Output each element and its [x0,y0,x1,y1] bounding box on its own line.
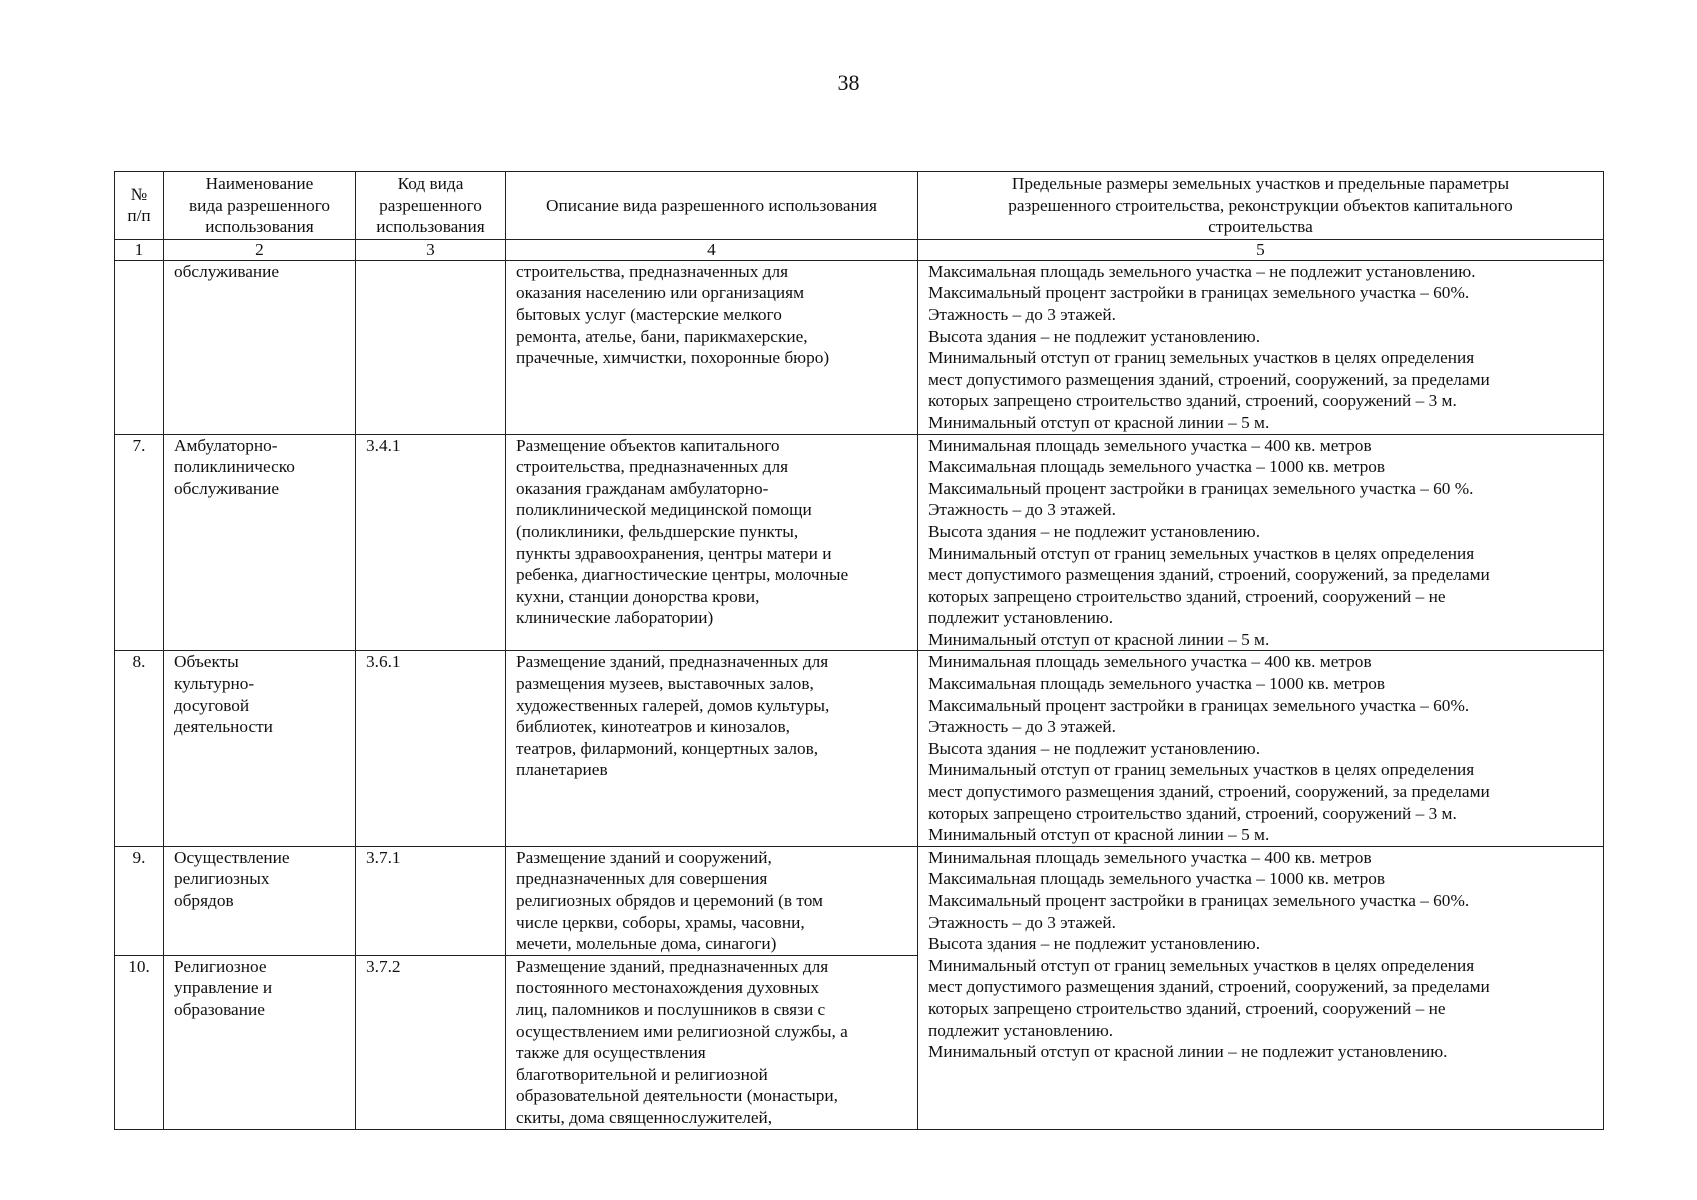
use-code: 3.7.2 [356,955,506,1129]
use-name: обслуживание [164,260,356,434]
use-name: Осуществление религиозных обрядов [164,846,356,955]
table-row [115,260,1604,434]
use-name: Амбулаторно- поликлиническо обслуживание [164,434,356,651]
column-number: 3 [356,239,506,260]
limit-parameters: Минимальная площадь земельного участка – 400 кв. метров Максимальная площадь земельного участка – 1000 кв. метров Максимальный процент застройки в границах земельного участка – 60 %. Этажность – до 3 этажей. Высота здания – не подлежит установлению. Минимальный отступ от границ земельных участков в целях определения мест допустимого размещения зданий, строений, сооружений, за пределами которых запрещено строительство зданий, строений, сооружений – не подлежит установлению. Минимальный отступ от красной линии – 5 м. [918,434,1604,651]
table-row [115,846,1604,955]
table-row [115,434,1604,651]
header-limit-parameters: Предельные размеры земельных участков и предельные параметры разрешенного строительства, реконструкции объектов капитального строительства [918,172,1604,240]
use-description: строительства, предназначенных для оказания населению или организациям бытовых услуг (мастерские мелкого ремонта, ателье, бани, парикмахерские, прачечные, химчистки, похоронные бюро) [506,260,918,434]
use-description: Размещение зданий, предназначенных для размещения музеев, выставочных залов, художественных галерей, домов культуры, библиотек, кинотеатров и кинозалов, театров, филармоний, концертных залов, планетариев [506,651,918,846]
use-name: Объекты культурно- досуговой деятельности [164,651,356,846]
row-number: 9. [115,846,164,955]
row-number: 10. [115,955,164,1129]
limit-parameters: Минимальная площадь земельного участка – 400 кв. метров Максимальная площадь земельного участка – 1000 кв. метров Максимальный процент застройки в границах земельного участка – 60%. Этажность – до 3 этажей. Высота здания – не подлежит установлению. Минимальный отступ от границ земельных участков в целях определения мест допустимого размещения зданий, строений, сооружений, за пределами которых запрещено строительство зданий, строений, сооружений – 3 м. Минимальный отступ от красной линии – 5 м. [918,651,1604,846]
header-use-name: Наименование вида разрешенного использования [164,172,356,240]
header-use-code: Код вида разрешенного использования [356,172,506,240]
use-description: Размещение зданий и сооружений, предназначенных для совершения религиозных обрядов и церемоний (в том числе церкви, соборы, храмы, часовни, мечети, молельные дома, синагоги) [506,846,918,955]
use-name: Религиозное управление и образование [164,955,356,1129]
column-number: 5 [918,239,1604,260]
use-code: 3.6.1 [356,651,506,846]
limit-parameters: Минимальная площадь земельного участка – 400 кв. метров Максимальная площадь земельного участка – 1000 кв. метров Максимальный процент застройки в границах земельного участка – 60%. Этажность – до 3 этажей. Высота здания – не подлежит установлению. Минимальный отступ от границ земельных участков в целях определения мест допустимого размещения зданий, строений, сооружений, за пределами которых запрещено строительство зданий, строений, сооружений – не подлежит установлению. Минимальный отступ от красной линии – не подлежит установлению. [918,846,1604,1129]
page-number: 38 [837,70,860,95]
land-use-regulations-table [114,171,1604,1130]
column-number: 1 [115,239,164,260]
header-use-description: Описание вида разрешенного использования [506,172,918,240]
row-number [115,260,164,434]
column-number-row [115,239,1604,260]
use-description: Размещение зданий, предназначенных для постоянного местонахождения духовных лиц, паломников и послушников в связи с осуществлением ими религиозной службы, а также для осуществления благотворительной и религиозной образовательной деятельности (монастыри, скиты, дома священнослужителей, [506,955,918,1129]
column-number: 2 [164,239,356,260]
row-number: 7. [115,434,164,651]
use-code [356,260,506,434]
table-row [115,651,1604,846]
header-number: № п/п [115,172,164,240]
use-code: 3.7.1 [356,846,506,955]
limit-parameters: Максимальная площадь земельного участка – не подлежит установлению. Максимальный процент застройки в границах земельного участка – 60%. Этажность – до 3 этажей. Высота здания – не подлежит установлению. Минимальный отступ от границ земельных участков в целях определения мест допустимого размещения зданий, строений, сооружений, за пределами которых запрещено строительство зданий, строений, сооружений – 3 м. Минимальный отступ от красной линии – 5 м. [918,260,1604,434]
use-code: 3.4.1 [356,434,506,651]
row-number: 8. [115,651,164,846]
table-header-row [115,172,1604,240]
column-number: 4 [506,239,918,260]
use-description: Размещение объектов капитального строительства, предназначенных для оказания гражданам амбулаторно- поликлинической медицинской помощи (поликлиники, фельдшерские пункты, пункты здравоохранения, центры матери и ребенка, диагностические центры, молочные кухни, станции донорства крови, клинические лаборатории) [506,434,918,651]
